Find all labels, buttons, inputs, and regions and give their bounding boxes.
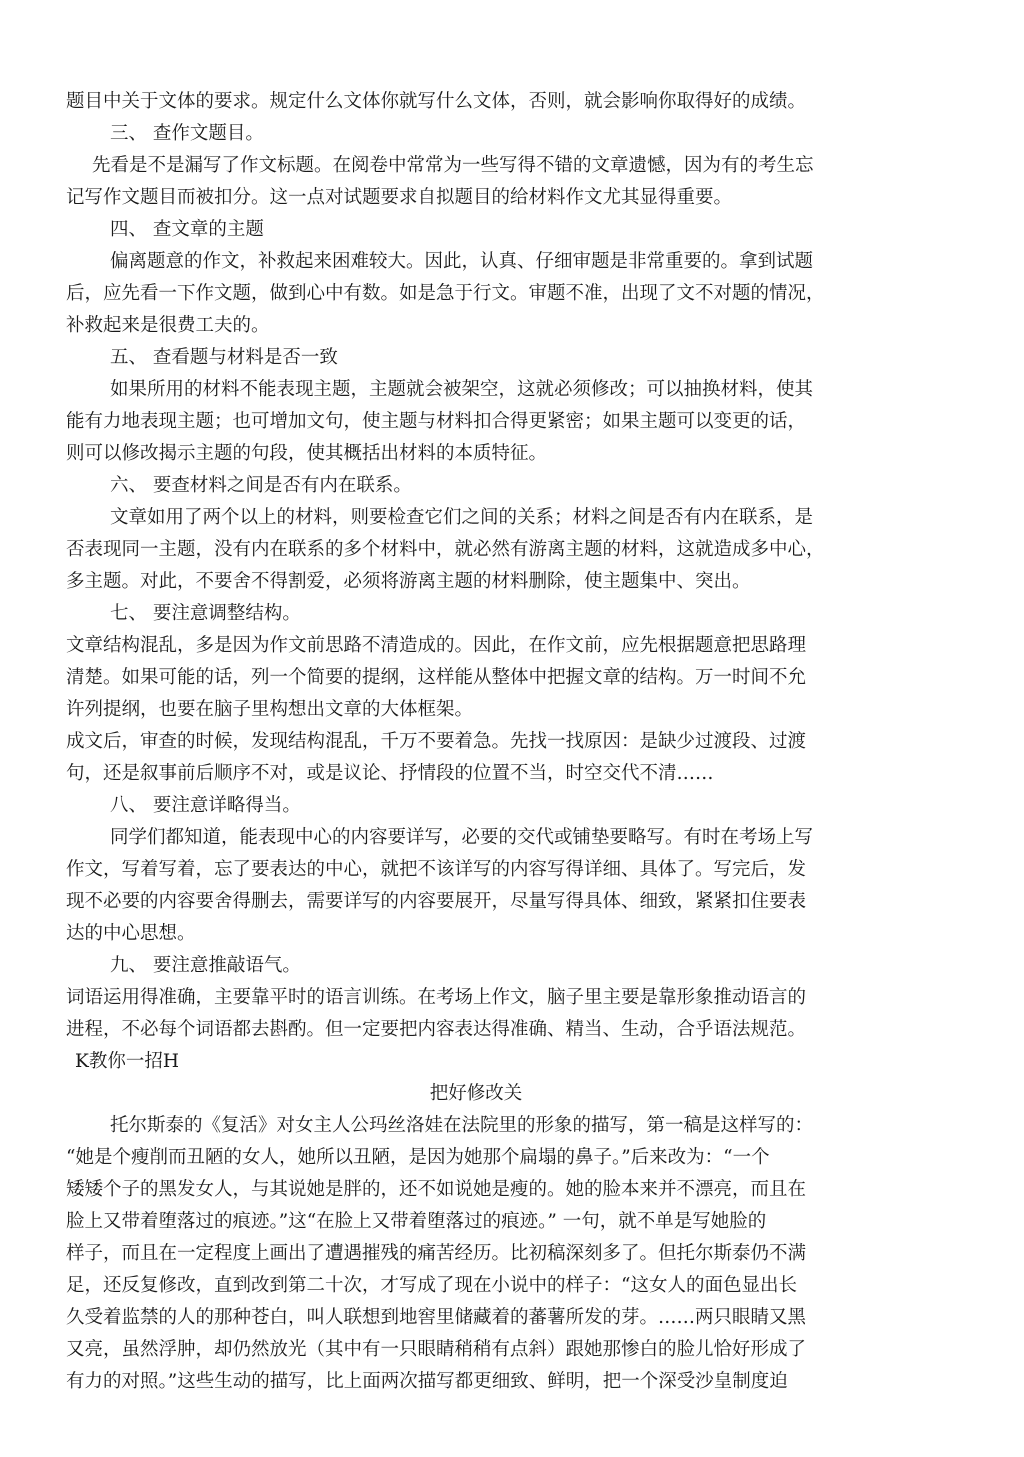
text-line: “她是个瘦削而丑陋的女人，她所以丑陋，是因为她那个扁塌的鼻子。”后来改为：“一个 [66,1147,770,1168]
text-line: 脸上又带着堕落过的痕迹。”这“在脸上又带着堕落过的痕迹。” 一句，就不单是写她脸的 [66,1211,767,1232]
text-line: 作文，写着写着，忘了要表达的中心，就把不该详写的内容写得详细、具体了。写完后，发 [66,859,807,880]
text-line: 清楚。如果可能的话，列一个简要的提纲，这样能从整体中把握文章的结构。万一时间不允 [66,667,807,688]
text-line: 题目中关于文体的要求。规定什么文体你就写什么文体，否则，就会影响你取得好的成绩。 [66,91,807,112]
text-line: 进程，不必每个词语都去斟酌。但一定要把内容表达得准确、精当、生动，合乎语法规范。 [66,1019,807,1040]
section-heading: 五、 查看题与材料是否一致 [110,347,338,368]
text-line: 补救起来是很费工夫的。 [66,315,270,336]
section-heading: 九、 要注意推敲语气。 [110,955,301,976]
text-line: 记写作文题目而被扣分。这一点对试题要求自拟题目的给材料作文尤其显得重要。 [66,187,733,208]
text-line: 久受着监禁的人的那种苍白，叫人联想到地窖里储藏着的蕃薯所发的芽。……两只眼睛又黑 [66,1307,807,1328]
text-line: 足，还反复修改，直到改到第二十次，才写成了现在小说中的样子：“这女人的面色显出长 [66,1275,797,1296]
text-line: K教你一招H [75,1051,179,1072]
text-line: 样子，而且在一定程度上画出了遭遇摧残的痛苦经历。比初稿深刻多了。但托尔斯泰仍不满 [66,1243,807,1264]
text-line: 现不必要的内容要舍得删去，需要详写的内容要展开，尽量写得具体、细致，紧紧扣住要表 [66,891,807,912]
text-line: 许列提纲，也要在脑子里构想出文章的大体框架。 [66,699,474,720]
text-line: 后，应先看一下作文题，做到心中有数。如是急于行文。审题不准，出现了文不对题的情况， [66,283,825,304]
text-line: 又亮，虽然浮肿，却仍然放光（其中有一只眼睛稍稍有点斜）跟她那惨白的脸儿恰好形成了 [66,1339,807,1360]
text-line: 否表现同一主题，没有内在联系的多个材料中，就必然有游离主题的材料，这就造成多中心， [66,539,825,560]
text-line: 同学们都知道，能表现中心的内容要详写，必要的交代或铺垫要略写。有时在考场上写 [110,827,814,848]
text-line: 托尔斯泰的《复活》对女主人公玛丝洛娃在法院里的形象的描写，第一稿是这样写的： [110,1115,814,1136]
text-line: 能有力地表现主题；也可增加文句，使主题与材料扣合得更紧密；如果主题可以变更的话， [66,411,807,432]
article-title: 把好修改关 [429,1083,523,1104]
text-line: 多主题。对此，不要舍不得割爱，必须将游离主题的材料删除，使主题集中、突出。 [66,571,751,592]
text-line: 词语运用得准确，主要靠平时的语言训练。在考场上作文，脑子里主要是靠形象推动语言的 [66,987,807,1008]
text-line: 句，还是叙事前后顺序不对，或是议论、抒情段的位置不当，时空交代不清…… [66,763,714,784]
text-line: 达的中心思想。 [66,923,196,944]
text-line: 有力的对照。”这些生动的描写，比上面两次描写都更细致、鲜明，把一个深受沙皇制度迫 [66,1371,788,1392]
text-line: 文章结构混乱，多是因为作文前思路不清造成的。因此，在作文前，应先根据题意把思路理 [66,635,807,656]
section-heading: 八、 要注意详略得当。 [110,795,301,816]
text-line: 成文后，审查的时候，发现结构混乱，千万不要着急。先找一找原因：是缺少过渡段、过渡 [66,731,807,752]
section-heading: 六、 要查材料之间是否有内在联系。 [110,475,412,496]
text-line: 如果所用的材料不能表现主题，主题就会被架空，这就必须修改；可以抽换材料，使其 [110,379,814,400]
text-line: 文章如用了两个以上的材料，则要检查它们之间的关系；材料之间是否有内在联系，是 [110,507,814,528]
section-heading: 三、 查作文题目。 [110,123,264,144]
section-heading: 四、 查文章的主题 [110,219,264,240]
section-heading: 七、 要注意调整结构。 [110,603,301,624]
text-line: 先看是不是漏写了作文标题。在阅卷中常常为一些写得不错的文章遗憾，因为有的考生忘 [92,155,814,176]
text-line: 矮矮个子的黑发女人，与其说她是胖的，还不如说她是瘦的。她的脸本来并不漂亮，而且在 [66,1179,807,1200]
text-line: 偏离题意的作文，补救起来困难较大。因此，认真、仔细审题是非常重要的。拿到试题 [110,251,814,272]
text-line: 则可以修改揭示主题的句段，使其概括出材料的本质特征。 [66,443,548,464]
document-body [66,86,886,1398]
